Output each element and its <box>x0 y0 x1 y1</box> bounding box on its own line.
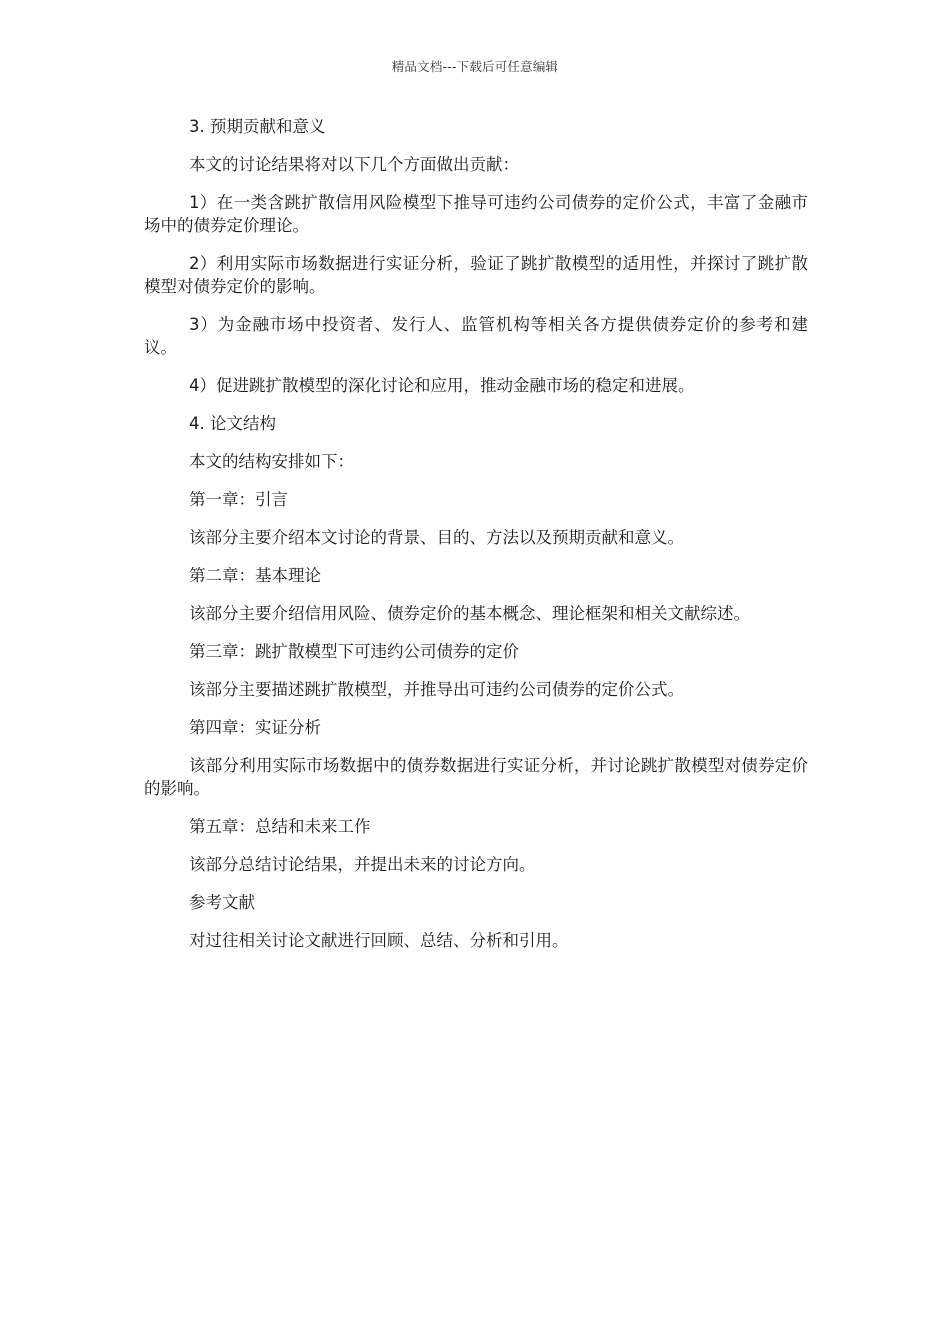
contribution-item-2: 2）利用实际市场数据进行实证分析，验证了跳扩散模型的适用性，并探讨了跳扩散模型对债券定价的影响。 <box>144 254 808 296</box>
chapter-2-description: 该部分主要介绍信用风险、债券定价的基本概念、理论框架和相关文献综述。 <box>189 604 750 623</box>
page-header: 精品文档---下载后可任意编辑 <box>391 59 559 74</box>
chapter-5-title: 第五章：总结和未来工作 <box>189 817 371 836</box>
contribution-item-1: 1）在一类含跳扩散信用风险模型下推导可违约公司债券的定价公式，丰富了金融市场中的债券定价理论。 <box>144 193 808 235</box>
chapter-3-title: 第三章：跳扩散模型下可违约公司债券的定价 <box>189 642 519 661</box>
contributions-intro: 本文的讨论结果将对以下几个方面做出贡献： <box>189 155 519 174</box>
chapter-5-description: 该部分总结讨论结果，并提出未来的讨论方向。 <box>189 855 536 874</box>
chapter-4-title: 第四章：实证分析 <box>189 718 321 737</box>
structure-intro: 本文的结构安排如下： <box>189 452 354 471</box>
contribution-item-4: 4）促进跳扩散模型的深化讨论和应用，推动金融市场的稳定和进展。 <box>189 376 695 395</box>
references-description: 对过往相关讨论文献进行回顾、总结、分析和引用。 <box>189 931 569 950</box>
chapter-3-description: 该部分主要描述跳扩散模型，并推导出可违约公司债券的定价公式。 <box>189 680 684 699</box>
references-title: 参考文献 <box>189 893 255 912</box>
section-heading-expected-contributions: 3. 预期贡献和意义 <box>189 117 326 136</box>
document-body <box>144 115 808 967</box>
contribution-item-3: 3）为金融市场中投资者、发行人、监管机构等相关各方提供债券定价的参考和建议。 <box>144 315 808 357</box>
chapter-1-title: 第一章：引言 <box>189 490 288 509</box>
section-heading-paper-structure: 4. 论文结构 <box>189 414 276 433</box>
chapter-2-title: 第二章：基本理论 <box>189 566 321 585</box>
chapter-1-description: 该部分主要介绍本文讨论的背景、目的、方法以及预期贡献和意义。 <box>189 528 684 547</box>
chapter-4-description: 该部分利用实际市场数据中的债券数据进行实证分析，并讨论跳扩散模型对债券定价的影响。 <box>144 756 808 798</box>
